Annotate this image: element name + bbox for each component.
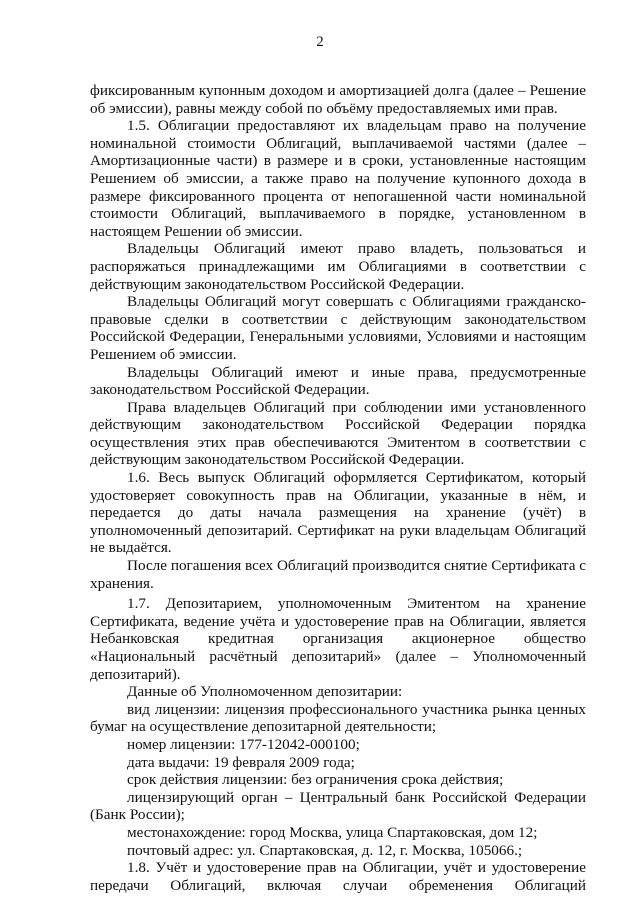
paragraph-owners-other-rights: Владельцы Облигаций имеют и иные права, предусмотренные законодательством Российской Федерации. xyxy=(90,363,586,399)
paragraph-certificate-removal: После погашения всех Облигаций производится снятие Сертификата с хранения. xyxy=(90,557,586,592)
paragraph-1-7: 1.7. Депозитарием, уполномоченным Эмитентом на хранение Сертификата, ведение учёта и удостоверение прав на Облигации, является Небанковская кредитная организация акционерное общество «Национальный расчётный депозитарий» (далее – Уполномоченный депозитарий). xyxy=(90,595,586,683)
paragraph-license-type: вид лицензии: лицензия профессионального участника рынка ценных бумаг на осуществление депозитарной деятельности; xyxy=(90,700,586,736)
paragraph-license-validity: срок действия лицензии: без ограничения срока действия; xyxy=(127,771,504,789)
paragraph-1-8: 1.8. Учёт и удостоверение прав на Облигации, учёт и удостоверение передачи Облигаций, включая случаи обременения Облигаций xyxy=(90,859,586,894)
page-number: 2 xyxy=(316,34,324,50)
paragraph-owners-rights: Владельцы Облигаций имеют право владеть, пользоваться и распоряжаться принадлежащими им Облигациями в соответствии с действующим законодательством Российской Федерации. xyxy=(90,240,586,293)
paragraph-issue-date: дата выдачи: 19 февраля 2009 года; xyxy=(127,753,355,771)
paragraph-rights-provision: Права владельцев Облигаций при соблюдении ими установленного действующим законодательством Российской Федерации порядка осуществления этих прав обеспечиваются Эмитентом в соответствии с действующим законодательством Российской Федерации. xyxy=(90,398,586,469)
paragraph-licensing-authority: лицензирующий орган – Центральный банк Российской Федерации (Банк России); xyxy=(90,788,586,824)
paragraph-license-number: номер лицензии: 177-12042-000100; xyxy=(127,735,360,753)
paragraph-owners-transactions: Владельцы Облигаций могут совершать с Облигациями гражданско-правовые сделки в соответствии с действующим законодательством Российской Федерации, Генеральными условиями, Условиями и настоящим Решением об эмиссии. xyxy=(90,293,586,363)
paragraph-decision-continuation: фиксированным купонным доходом и амортизацией долга (далее – Решение об эмиссии), равны между собой по объёму предоставляемых ими прав. xyxy=(90,82,586,117)
paragraph-1-5: 1.5. Облигации предоставляют их владельцам право на получение номинальной стоимости Облигаций, выплачиваемой частями (далее – Амортизационные части) в размере и в сроки, установленные настоящим Решением об эмиссии, а также право на получение купонного дохода в размере фиксированного процента от непогашенной части номинальной стоимости Облигаций, выплачиваемого в порядке, установленном в настоящем Решении об эмиссии. xyxy=(90,117,586,240)
paragraph-depository-data-heading: Данные об Уполномоченном депозитарии: xyxy=(127,683,403,701)
paragraph-postal-address: почтовый адрес: ул. Спартаковская, д. 12, г. Москва, 105066.; xyxy=(127,841,523,859)
paragraph-location: местонахождение: город Москва, улица Спартаковская, дом 12; xyxy=(127,823,538,841)
document-body xyxy=(90,82,586,894)
paragraph-1-6: 1.6. Весь выпуск Облигаций оформляется Сертификатом, который удостоверяет совокупность прав на Облигации, указанные в нём, и передается до даты начала размещения на хранение (учёт) в уполномоченный депозитарий. Сертификат на руки владельцам Облигаций не выдаётся. xyxy=(90,469,586,557)
